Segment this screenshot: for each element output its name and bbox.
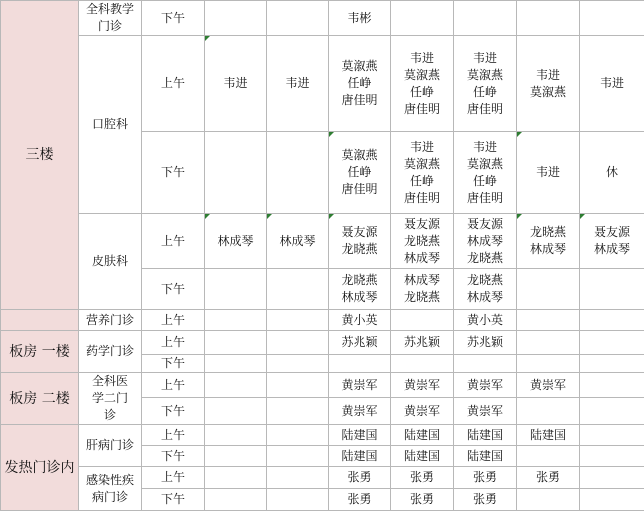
table-row — [1, 331, 644, 355]
schedule-cell[interactable] — [205, 132, 267, 214]
schedule-cell[interactable] — [329, 398, 391, 425]
schedule-cell[interactable] — [267, 398, 329, 425]
schedule-cell[interactable] — [329, 331, 391, 355]
schedule-cell[interactable] — [454, 355, 517, 373]
schedule-cell[interactable] — [329, 1, 391, 36]
schedule-cell[interactable] — [391, 425, 454, 446]
time-label: 上午 — [142, 214, 205, 269]
schedule-cell[interactable] — [517, 331, 580, 355]
schedule-cell[interactable] — [205, 214, 267, 269]
schedule-cell[interactable] — [391, 373, 454, 398]
schedule-cell[interactable] — [391, 310, 454, 331]
schedule-cell[interactable] — [329, 355, 391, 373]
doctor-names: 苏兆颖 — [341, 335, 377, 349]
dept-label: 感染性疾病门诊 — [79, 467, 142, 511]
schedule-cell[interactable] — [580, 1, 644, 36]
dept-label: 药学门诊 — [79, 331, 142, 373]
doctor-names: 韦进 — [223, 76, 247, 90]
comment-marker-icon — [580, 214, 585, 219]
schedule-cell[interactable] — [267, 489, 329, 511]
doctor-names: 龙晓燕 林成琴 — [341, 273, 377, 304]
doctor-names: 休 — [606, 165, 618, 179]
schedule-cell[interactable] — [454, 331, 517, 355]
doctor-names: 聂友源 龙晓燕 — [341, 225, 377, 256]
floor-spacer — [1, 310, 79, 331]
doctor-names: 苏兆颖 — [404, 335, 440, 349]
schedule-cell[interactable] — [517, 489, 580, 511]
doctor-names: 莫溆燕 任峥 唐佳明 — [341, 59, 377, 107]
table-row — [1, 214, 644, 269]
floor-label: 三楼 — [1, 1, 79, 310]
schedule-cell[interactable] — [391, 36, 454, 132]
schedule-cell[interactable] — [580, 467, 644, 489]
schedule-cell[interactable] — [517, 132, 580, 214]
table-row — [1, 373, 644, 398]
time-label: 上午 — [142, 310, 205, 331]
schedule-cell[interactable] — [267, 310, 329, 331]
schedule-cell[interactable] — [329, 310, 391, 331]
doctor-names: 黄崇军 — [341, 404, 377, 418]
schedule-cell[interactable] — [205, 1, 267, 36]
floor-label: 板房 二楼 — [1, 373, 79, 425]
schedule-cell[interactable] — [517, 425, 580, 446]
floor-label: 板房 一楼 — [1, 331, 79, 373]
schedule-cell[interactable] — [454, 1, 517, 36]
schedule-cell[interactable] — [517, 36, 580, 132]
schedule-cell[interactable] — [205, 425, 267, 446]
time-label: 上午 — [142, 467, 205, 489]
doctor-names: 龙晓燕 林成琴 — [530, 225, 566, 256]
schedule-cell[interactable] — [517, 269, 580, 310]
schedule-cell[interactable] — [517, 1, 580, 36]
schedule-cell[interactable] — [391, 214, 454, 269]
schedule-cell[interactable] — [580, 489, 644, 511]
schedule-cell[interactable] — [391, 331, 454, 355]
time-label: 下午 — [142, 269, 205, 310]
schedule-cell[interactable] — [454, 214, 517, 269]
doctor-names: 聂友源 龙晓燕 林成琴 — [404, 217, 440, 265]
doctor-names: 陆建国 — [530, 428, 566, 442]
schedule-cell[interactable] — [205, 331, 267, 355]
schedule-cell[interactable] — [454, 269, 517, 310]
time-label: 上午 — [142, 36, 205, 132]
schedule-cell[interactable] — [454, 446, 517, 467]
schedule-cell[interactable] — [267, 467, 329, 489]
dept-label: 口腔科 — [79, 36, 142, 214]
doctor-names: 张勇 — [473, 470, 497, 484]
doctor-names: 韦进 — [600, 76, 624, 90]
schedule-cell[interactable] — [517, 214, 580, 269]
doctor-names: 黄崇军 — [530, 378, 566, 392]
comment-marker-icon — [517, 214, 522, 219]
schedule-cell[interactable] — [329, 425, 391, 446]
schedule-cell[interactable] — [454, 132, 517, 214]
schedule-cell[interactable] — [267, 1, 329, 36]
time-label: 下午 — [142, 1, 205, 36]
schedule-cell[interactable] — [454, 467, 517, 489]
table-row — [1, 310, 644, 331]
comment-marker-icon — [205, 36, 210, 41]
schedule-cell[interactable] — [454, 425, 517, 446]
schedule-cell[interactable] — [391, 132, 454, 214]
schedule-cell[interactable] — [391, 1, 454, 36]
doctor-names: 韦进 — [536, 165, 560, 179]
dept-label: 营养门诊 — [79, 310, 142, 331]
doctor-names: 张勇 — [347, 492, 371, 506]
doctor-names: 韦彬 — [347, 11, 371, 25]
schedule-cell[interactable] — [267, 36, 329, 132]
schedule-cell[interactable] — [454, 310, 517, 331]
doctor-names: 林成琴 — [217, 234, 253, 248]
doctor-names: 韦进 莫溆燕 — [530, 68, 566, 99]
schedule-cell[interactable] — [454, 36, 517, 132]
schedule-cell[interactable] — [580, 331, 644, 355]
dept-label: 肝病门诊 — [79, 425, 142, 467]
schedule-cell[interactable] — [517, 373, 580, 398]
doctor-names: 陆建国 — [341, 428, 377, 442]
schedule-cell[interactable] — [580, 398, 644, 425]
schedule-cell[interactable] — [329, 373, 391, 398]
schedule-cell[interactable] — [205, 467, 267, 489]
schedule-cell[interactable] — [329, 467, 391, 489]
schedule-cell[interactable] — [267, 132, 329, 214]
schedule-cell[interactable] — [580, 269, 644, 310]
schedule-cell[interactable] — [205, 310, 267, 331]
comment-marker-icon — [329, 214, 334, 219]
doctor-names: 聂友源 林成琴 龙晓燕 — [467, 217, 503, 265]
doctor-names: 苏兆颖 — [467, 335, 503, 349]
schedule-cell[interactable] — [391, 467, 454, 489]
doctor-names: 黄崇军 — [404, 404, 440, 418]
table-row — [1, 467, 644, 489]
schedule-cell[interactable] — [580, 425, 644, 446]
doctor-names: 林成琴 龙晓燕 — [404, 273, 440, 304]
doctor-names: 陆建国 — [404, 449, 440, 463]
schedule-cell[interactable] — [580, 36, 644, 132]
time-label: 下午 — [142, 446, 205, 467]
doctor-names: 陆建国 — [467, 449, 503, 463]
doctor-names: 张勇 — [347, 470, 371, 484]
comment-marker-icon — [205, 214, 210, 219]
schedule-cell[interactable] — [580, 132, 644, 214]
schedule-cell[interactable] — [391, 489, 454, 511]
table-row — [1, 425, 644, 446]
schedule-cell[interactable] — [580, 373, 644, 398]
schedule-cell[interactable] — [267, 214, 329, 269]
floor-label: 发热门诊内 — [1, 425, 79, 511]
doctor-names: 莫溆燕 任峥 唐佳明 — [341, 148, 377, 196]
doctor-names: 黄崇军 — [341, 378, 377, 392]
time-label: 下午 — [142, 489, 205, 511]
doctor-names: 韦进 莫溆燕 任峥 唐佳明 — [404, 140, 440, 205]
schedule-cell[interactable] — [205, 269, 267, 310]
comment-marker-icon — [517, 132, 522, 137]
schedule-cell[interactable] — [391, 398, 454, 425]
doctor-names: 聂友源 林成琴 — [594, 225, 630, 256]
doctor-names: 张勇 — [410, 492, 434, 506]
schedule-cell[interactable] — [205, 398, 267, 425]
time-label: 上午 — [142, 373, 205, 398]
doctor-names: 黄崇军 — [404, 378, 440, 392]
schedule-cell[interactable] — [517, 355, 580, 373]
time-label: 下午 — [142, 398, 205, 425]
schedule-cell[interactable] — [329, 36, 391, 132]
schedule-cell[interactable] — [267, 446, 329, 467]
doctor-names: 韦进 莫溆燕 任峥 唐佳明 — [467, 140, 503, 205]
table-row — [1, 1, 644, 36]
time-label: 上午 — [142, 331, 205, 355]
schedule-cell[interactable] — [205, 373, 267, 398]
doctor-names: 张勇 — [536, 470, 560, 484]
schedule-cell[interactable] — [329, 132, 391, 214]
schedule-cell[interactable] — [267, 373, 329, 398]
doctor-names: 韦进 莫溆燕 任峥 唐佳明 — [404, 51, 440, 116]
doctor-names: 林成琴 — [279, 234, 315, 248]
dept-label: 全科教学门诊 — [79, 1, 142, 36]
schedule-cell[interactable] — [391, 446, 454, 467]
schedule-cell[interactable] — [391, 355, 454, 373]
doctor-names: 黄崇军 — [467, 378, 503, 392]
time-label: 下午 — [142, 132, 205, 214]
schedule-cell[interactable] — [454, 489, 517, 511]
schedule-cell[interactable] — [517, 310, 580, 331]
schedule-cell[interactable] — [454, 398, 517, 425]
schedule-cell[interactable] — [205, 446, 267, 467]
table-row — [1, 36, 644, 132]
schedule-cell[interactable] — [580, 310, 644, 331]
doctor-names: 黄小英 — [341, 313, 377, 327]
schedule-cell[interactable] — [329, 446, 391, 467]
doctor-names: 陆建国 — [404, 428, 440, 442]
schedule-cell[interactable] — [267, 269, 329, 310]
schedule-cell[interactable] — [205, 489, 267, 511]
schedule-cell[interactable] — [517, 398, 580, 425]
dept-label: 皮肤科 — [79, 214, 142, 310]
doctor-names: 张勇 — [473, 492, 497, 506]
doctor-names: 龙晓燕 林成琴 — [467, 273, 503, 304]
schedule-cell[interactable] — [580, 446, 644, 467]
time-label: 上午 — [142, 425, 205, 446]
schedule-cell[interactable] — [580, 214, 644, 269]
comment-marker-icon — [329, 132, 334, 137]
comment-marker-icon — [267, 214, 272, 219]
doctor-names: 黄小英 — [467, 313, 503, 327]
schedule-cell[interactable] — [267, 355, 329, 373]
schedule-cell[interactable] — [580, 355, 644, 373]
schedule-cell[interactable] — [517, 467, 580, 489]
schedule-cell[interactable] — [267, 425, 329, 446]
schedule-cell[interactable] — [329, 489, 391, 511]
doctor-names: 陆建国 — [341, 449, 377, 463]
schedule-cell[interactable] — [205, 355, 267, 373]
schedule-cell[interactable] — [267, 331, 329, 355]
schedule-cell[interactable] — [391, 269, 454, 310]
dept-label: 全科医学二门诊 — [79, 373, 142, 425]
doctor-names: 黄崇军 — [467, 404, 503, 418]
doctor-names: 张勇 — [410, 470, 434, 484]
time-label: 下午 — [142, 355, 205, 373]
schedule-cell[interactable] — [517, 446, 580, 467]
doctor-names: 韦进 莫溆燕 任峥 唐佳明 — [467, 51, 503, 116]
doctor-names: 韦进 — [285, 76, 309, 90]
schedule-cell[interactable] — [205, 36, 267, 132]
schedule-cell[interactable] — [329, 214, 391, 269]
schedule-cell[interactable] — [454, 373, 517, 398]
schedule-cell[interactable] — [329, 269, 391, 310]
doctor-names: 陆建国 — [467, 428, 503, 442]
